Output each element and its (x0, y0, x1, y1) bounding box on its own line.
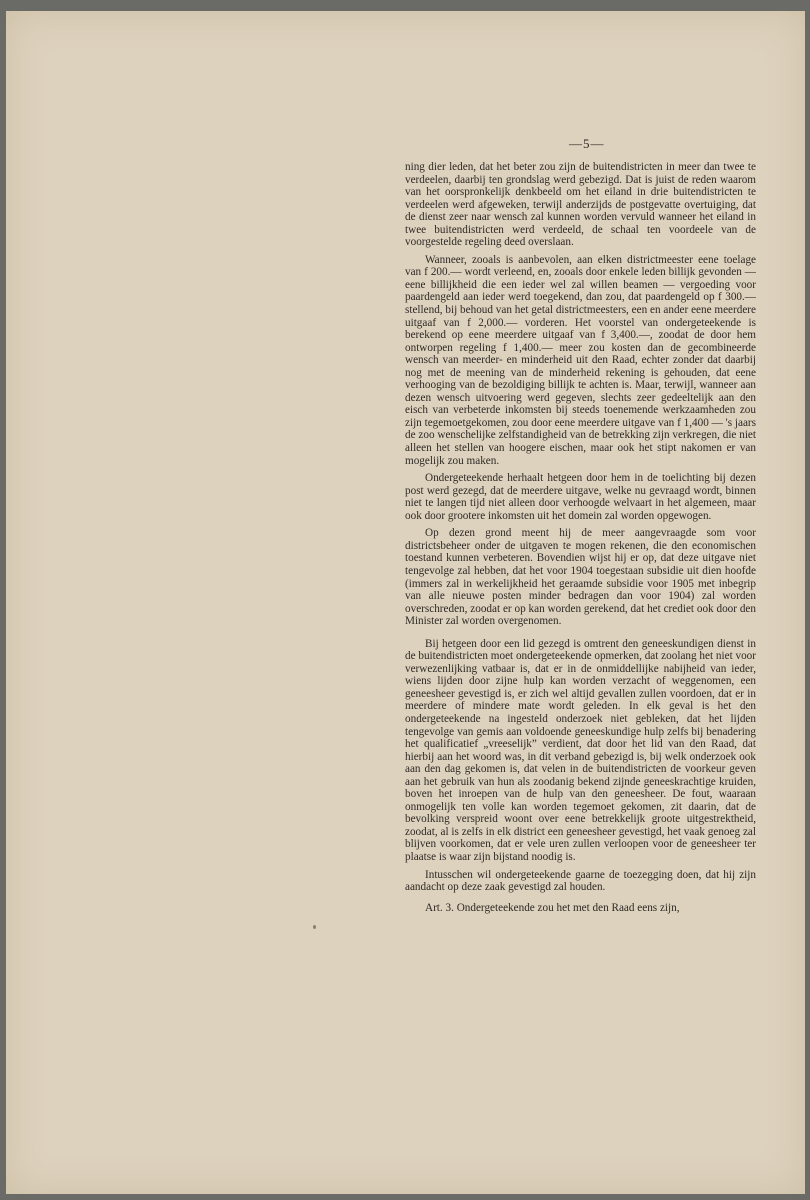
body-text (405, 161, 756, 919)
document-page (6, 11, 805, 1194)
paper-speck (313, 925, 316, 929)
paragraph: Bij hetgeen door een lid gezegd is omtrent den geneeskundigen dienst in de buitendistricten moet ondergeteekende opmerken, dat zoolang het niet voor verwezenlijking vatbaar is, dat er in de onmiddellijke nabijheid van ieder, wiens lijden door zijne hulp kan worden verzacht of weggenomen, een geneesheer gevestigd is, er zich wel altijd gevallen zullen voordoen, dat er in meerdere of mindere mate wordt geleden. In elk geval is het den ondergeteekende na ingesteld onderzoek niet gebleken, dat het lijden tengevolge van gemis aan voldoende geneeskundige hulp zelfs bij benadering het qualificatief „vreeselijk” verdient, dat door het lid van den Raad, dat hierbij aan het woord was, in dit verband gebezigd is, bij welk onderzoek ook aan den dag gekomen is, dat velen in de buitendistricten de voorkeur geven aan het gebruik van hun als zoodanig bekend zijnde geneeskrachtige kruiden, boven het inroepen van de hulp van den geneesheer. De fout, waaraan onmogelijk ten volle kan worden tegemoet gekomen, zit daarin, dat de bevolking verspreid woont over eene betrekkelijk groote uitgestrektheid, zoodat, al is zelfs in elk district een geneesheer gevestigd, het vaak genoeg zal blijven voorkomen, dat er vele uren zullen verloopen voor de geneesheer ter plaatse is waar zijn bijstand noodig is. (405, 637, 756, 863)
page-number: —5— (569, 136, 605, 151)
paragraph: Intusschen wil ondergeteekende gaarne de toezegging doen, dat hij zijn aandacht op deze zaak gevestigd zal houden. (405, 868, 756, 894)
paragraph: Wanneer, zooals is aanbevolen, aan elken districtmeester eene toelage van f 200.— wordt verleend, en, zooals door enkele leden billijk gevonden — eene billijkheid die een ieder wel zal willen beamen — vergoeding voor paardengeld aan ieder werd toegekend, dan zou, dat paardengeld op f 300.— stellend, bij behoud van het getal districtmeesters, een en ander eene meerdere uitgaaf van f 2,000.— vorderen. Het voorstel van ondergeteekende is berekend op eene meerdere uitgaaf van f 3,400.—, zoodat de door hem ontworpen regeling f 1,400.— meer zou kosten dan de gecombineerde wensch van meerder- en minderheid uit den Raad, echter zonder dat daarbij nog met de meening van de minderheid rekening is gehouden, dat eene verhooging van de bezoldiging billijk te achten is. Maar, terwijl, wanneer aan dezen wensch uitvoering werd gegeven, slechts zeer gedeeltelijk aan den eisch van verbeterde inkomsten bij steeds toenemende werkzaamheden zou zijn tegemoetgekomen, zou door eene meerdere uitgave van f 1,400 — 's jaars de zoo wenschelijke zelfstandigheid van de betrekking zijn verkregen, die niet alleen het stellen van hoogere eischen, maar ook het stipt nakomen er van mogelijk zou maken. (405, 253, 756, 467)
paragraph: Op dezen grond meent hij de meer aangevraagde som voor districtsbeheer onder de uitgaven te mogen rekenen, die den economischen toestand kunnen verbeteren. Bovendien wijst hij er op, dat deze uitgave niet tengevolge zal hebben, dat het voor 1904 toegestaan subsidie uit dien hoofde (immers zal in werkelijkheid het geraamde subsidie voor 1905 met inbegrip van alle nieuwe posten minder bedragen dan voor 1904) zal worden overschreden, zoodat er op kan worden gerekend, dat het crediet ook door den Minister zal worden overgenomen. (405, 527, 756, 628)
paragraph: ning dier leden, dat het beter zou zijn de buitendistricten in meer dan twee te verdeelen, daarbij ten grondslag werd gebezigd. Dat is juist de reden waarom van het oorspronkelijk denkbeeld om het eiland in drie buitendistricten te verdeelen werd afgeweken, terwijl anderzijds de postgevatte overtuiging, dat de dienst zeer naar wensch zal kunnen worden vervuld wanneer het eiland in twee buitendistricten werd verdeeld, de schaal ten voordeele van de voorgestelde regeling deed overslaan. (405, 161, 756, 249)
article-heading-paragraph: Art. 3. Ondergeteekende zou het met den Raad eens zijn, (425, 901, 680, 914)
paragraph: Ondergeteekende herhaalt hetgeen door hem in de toelichting bij dezen post werd gezegd, dat de meerdere uitgave, welke nu gevraagd wordt, binnen niet te langen tijd niet alleen door verhoogde welvaart in het algemeen, maar ook door grootere inkomsten uit het domein zal worden opgewogen. (405, 472, 756, 522)
